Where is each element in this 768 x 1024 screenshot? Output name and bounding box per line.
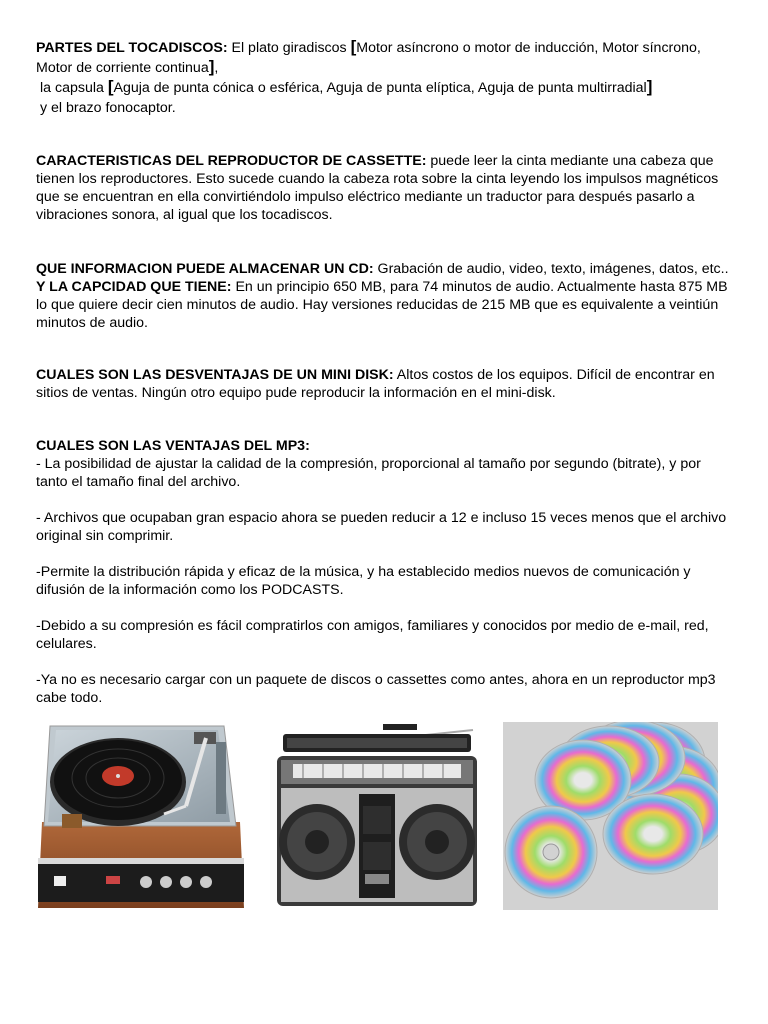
section-heading: PARTES DEL TOCADISCOS: — [36, 40, 228, 56]
section-text: Aguja de punta cónica o esférica, Aguja de punta elíptica, Aguja de punta multirradial — [113, 80, 647, 96]
bracket: [ — [350, 37, 357, 56]
section-text: la capsula — [40, 80, 108, 96]
section-heading: CUALES SON LAS DESVENTAJAS DE UN MINI DISK: — [36, 367, 394, 383]
section-heading: CUALES SON LAS VENTAJAS DEL MP3: — [36, 438, 310, 454]
section-text: , — [214, 60, 219, 76]
bracket: [ — [107, 77, 114, 96]
bracket: ] — [646, 77, 653, 96]
list-item: -Permite la distribución rápida y eficaz de la música, y ha establecido medios nuevos de comunicación y difusión de la información como los PODCASTS. — [36, 564, 691, 598]
section-text: En un principio 650 MB, para 74 minutos de audio. Actualmente hasta 875 MB lo que quiere decir cien minutos de audio. Hay versiones reducidas de 215 MB que es equivalente a veintiún minutos de audio. — [36, 279, 728, 331]
section-cd — [36, 260, 736, 332]
section-subheading: Y LA CAPCIDAD QUE TIENE: — [36, 279, 232, 295]
section-heading: CARACTERISTICAS DEL REPRODUCTOR DE CASSETTE: — [36, 153, 427, 169]
section-mp3 — [36, 437, 736, 707]
list-item: -Debido a su compresión es fácil compratirlos con amigos, familiares y conocidos por medio de e-mail, red, celulares. — [36, 618, 709, 652]
list-item: -Ya no es necesario cargar con un paquete de discos o cassettes como antes, ahora en un reproductor mp3 cabe todo. — [36, 672, 716, 706]
list-item: - Archivos que ocupaban gran espacio ahora se pueden reducir a 12 e incluso 15 veces menos que el archivo original sin comprimir. — [36, 510, 727, 544]
section-cassette — [36, 152, 736, 224]
capsule-line — [36, 78, 736, 98]
list-item: - La posibilidad de ajustar la calidad de la compresión, proporcional al tamaño por segundo (bitrate), y por tanto el tamaño final del archivo. — [36, 456, 701, 490]
turntable-photo — [36, 722, 246, 910]
section-turntable-parts — [36, 38, 736, 118]
section-text: Grabación de audio, video, texto, imágenes, datos, etc.. — [373, 261, 729, 277]
boombox-photo — [273, 722, 481, 908]
section-heading: QUE INFORMACION PUEDE ALMACENAR UN CD: — [36, 261, 374, 277]
section-text: puede leer la cinta mediante una cabeza que tienen los reproductores. Esto sucede cuando la cabeza rota sobre la cinta leyendo los impulsos magnéticos que se encuentran en ella convirtiéndolo impulso eléctrico mediante un traductor para después pasarlo a vibraciones sonora, al igual que los tocadiscos. — [36, 153, 719, 223]
cds-photo — [503, 722, 718, 910]
section-text: El plato giradiscos — [227, 40, 351, 56]
bracket: ] — [208, 57, 215, 76]
arm-line: y el brazo fonocaptor. — [40, 100, 176, 116]
section-text: Altos costos de los equipos. Difícil de encontrar en sitios de ventas. Ningún otro equipo pude reproducir la información en el mini-disk. — [36, 367, 715, 401]
section-text: Motor asíncrono o motor de inducción, Motor síncrono, Motor de corriente continua — [36, 40, 701, 76]
section-minidisk — [36, 366, 736, 402]
